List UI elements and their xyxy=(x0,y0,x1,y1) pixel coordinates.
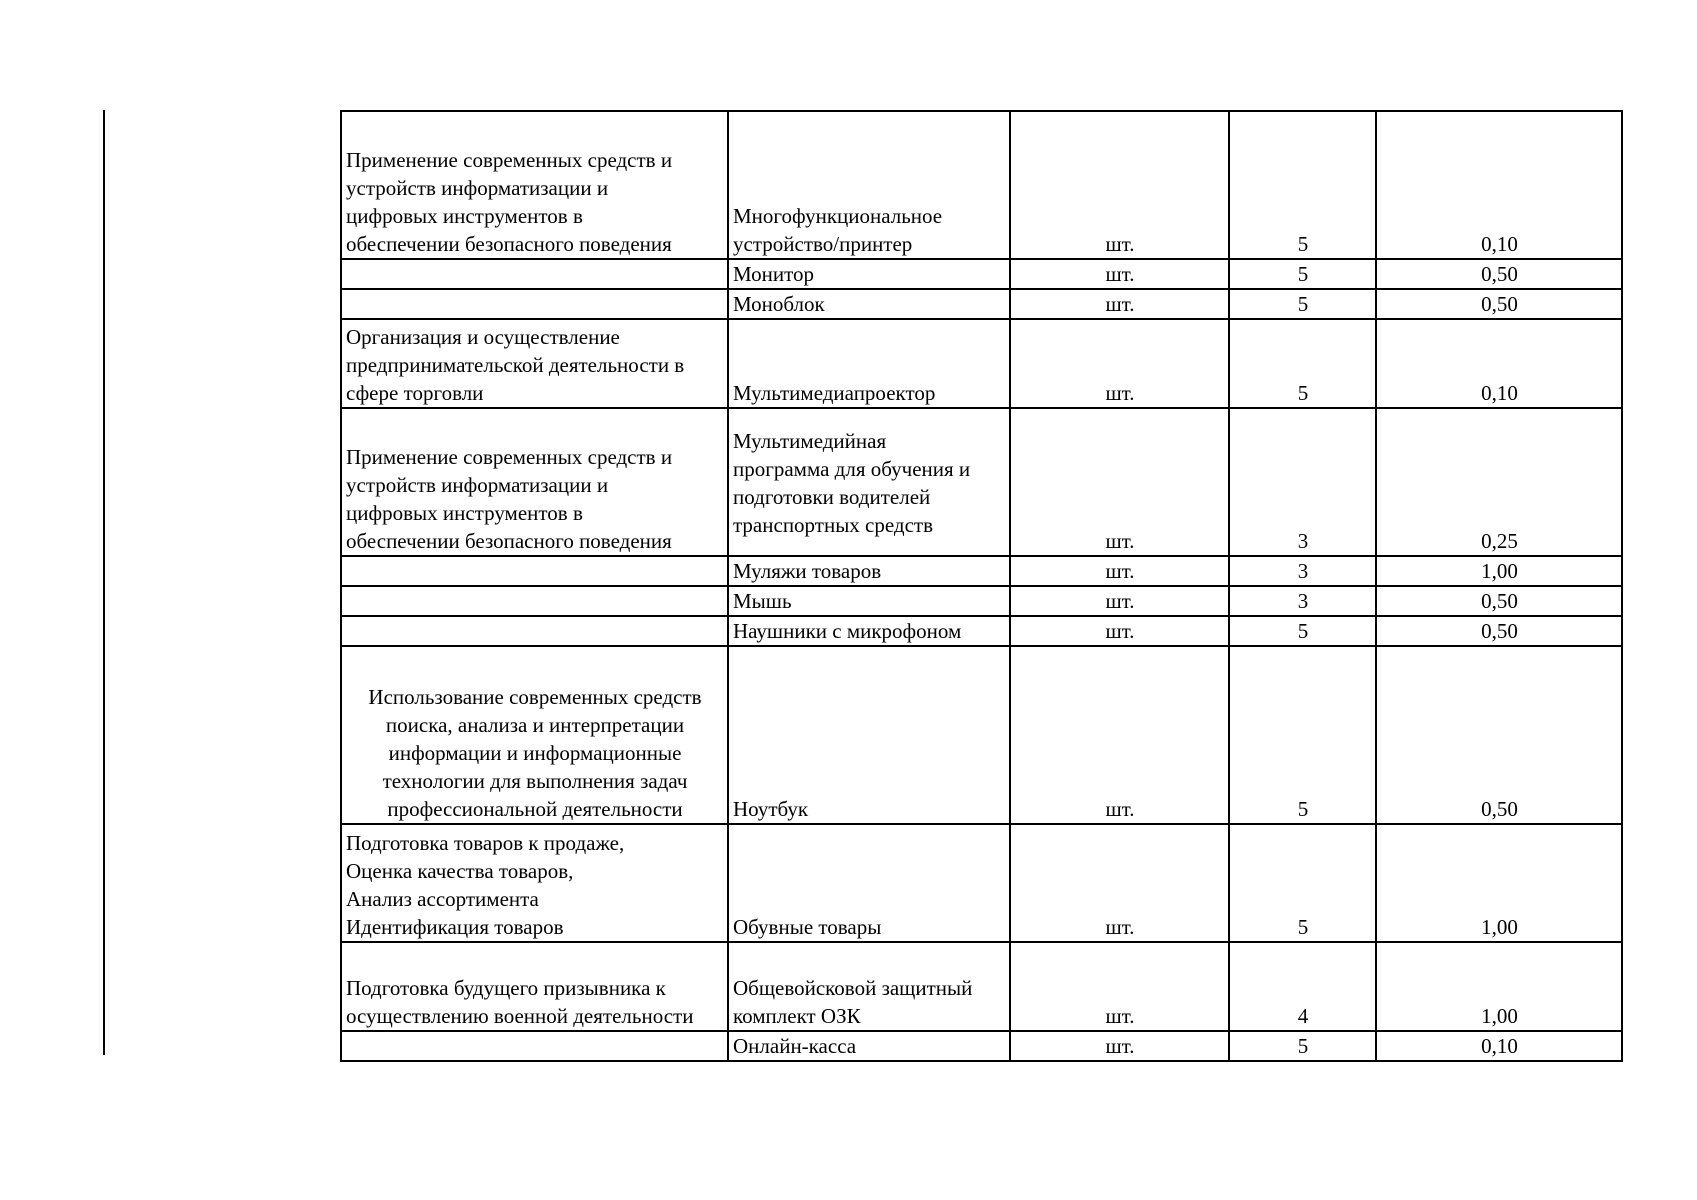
row-norm-cell: 0,10 xyxy=(1376,111,1622,259)
table-row xyxy=(341,111,1622,259)
row-item-name-cell: Многофункциональное устройство/принтер xyxy=(728,111,1010,259)
table-row xyxy=(341,942,1622,1031)
table-row xyxy=(341,824,1622,942)
row-quantity-cell: 5 xyxy=(1229,259,1376,289)
row-area-cell xyxy=(341,259,728,289)
table-row xyxy=(341,289,1622,319)
row-area-cell xyxy=(341,289,728,319)
row-quantity-cell: 5 xyxy=(1229,616,1376,646)
row-item-name-cell: Моноблок xyxy=(728,289,1010,319)
row-item-name-cell: Монитор xyxy=(728,259,1010,289)
row-unit-cell: шт. xyxy=(1010,111,1229,259)
table-row xyxy=(341,259,1622,289)
row-area-cell: Применение современных средств и устройств информатизации и цифровых инструментов в обеспечении безопасного поведения xyxy=(341,111,728,259)
row-norm-cell: 0,10 xyxy=(1376,1031,1622,1061)
row-quantity-cell: 5 xyxy=(1229,319,1376,408)
row-norm-cell: 0,25 xyxy=(1376,408,1622,556)
row-quantity-cell: 3 xyxy=(1229,408,1376,556)
row-norm-cell: 0,50 xyxy=(1376,646,1622,824)
row-unit-cell: шт. xyxy=(1010,289,1229,319)
row-item-name-cell: Мультимедиапроектор xyxy=(728,319,1010,408)
table-row xyxy=(341,616,1622,646)
row-area-cell xyxy=(341,586,728,616)
row-norm-cell: 0,50 xyxy=(1376,586,1622,616)
row-norm-cell: 1,00 xyxy=(1376,824,1622,942)
row-unit-cell: шт. xyxy=(1010,408,1229,556)
row-item-name-cell: Мышь xyxy=(728,586,1010,616)
row-item-name-cell: Наушники с микрофоном xyxy=(728,616,1010,646)
row-norm-cell: 0,50 xyxy=(1376,616,1622,646)
equipment-table xyxy=(340,110,1623,1062)
row-unit-cell: шт. xyxy=(1010,942,1229,1031)
row-area-cell xyxy=(341,616,728,646)
left-margin-line xyxy=(103,110,105,1055)
row-area-cell xyxy=(341,1031,728,1061)
row-area-cell: Применение современных средств и устройств информатизации и цифровых инструментов в обеспечении безопасного поведения xyxy=(341,408,728,556)
table-row xyxy=(341,1031,1622,1061)
row-unit-cell: шт. xyxy=(1010,646,1229,824)
row-unit-cell: шт. xyxy=(1010,1031,1229,1061)
row-quantity-cell: 4 xyxy=(1229,942,1376,1031)
table-row xyxy=(341,408,1622,556)
row-area-cell: Подготовка будущего призывника к осуществлению военной деятельности xyxy=(341,942,728,1031)
row-unit-cell: шт. xyxy=(1010,616,1229,646)
row-unit-cell: шт. xyxy=(1010,319,1229,408)
table-row xyxy=(341,556,1622,586)
row-area-cell xyxy=(341,556,728,586)
row-unit-cell: шт. xyxy=(1010,556,1229,586)
row-quantity-cell: 5 xyxy=(1229,646,1376,824)
table-row xyxy=(341,586,1622,616)
row-item-name-cell: Обувные товары xyxy=(728,824,1010,942)
row-unit-cell: шт. xyxy=(1010,586,1229,616)
table-row xyxy=(341,319,1622,408)
row-quantity-cell: 5 xyxy=(1229,824,1376,942)
table-row xyxy=(341,646,1622,824)
row-quantity-cell: 5 xyxy=(1229,289,1376,319)
row-quantity-cell: 3 xyxy=(1229,556,1376,586)
row-item-name-cell: Ноутбук xyxy=(728,646,1010,824)
row-norm-cell: 0,50 xyxy=(1376,289,1622,319)
row-unit-cell: шт. xyxy=(1010,824,1229,942)
row-quantity-cell: 3 xyxy=(1229,586,1376,616)
row-norm-cell: 0,50 xyxy=(1376,259,1622,289)
row-norm-cell: 1,00 xyxy=(1376,556,1622,586)
row-item-name-cell: Онлайн-касса xyxy=(728,1031,1010,1061)
row-item-name-cell: Общевойсковой защитный комплект ОЗК xyxy=(728,942,1010,1031)
row-item-name-cell: Муляжи товаров xyxy=(728,556,1010,586)
row-unit-cell: шт. xyxy=(1010,259,1229,289)
row-norm-cell: 1,00 xyxy=(1376,942,1622,1031)
row-quantity-cell: 5 xyxy=(1229,1031,1376,1061)
row-norm-cell: 0,10 xyxy=(1376,319,1622,408)
row-area-cell: Организация и осуществление предпринимательской деятельности в сфере торговли xyxy=(341,319,728,408)
row-quantity-cell: 5 xyxy=(1229,111,1376,259)
row-area-cell: Использование современных средств поиска, анализа и интерпретации информации и информационные технологии для выполнения задач профессиональной деятельности xyxy=(341,646,728,824)
row-item-name-cell: Мультимедийная программа для обучения и подготовки водителей транспортных средств xyxy=(728,408,1010,556)
row-area-cell: Подготовка товаров к продаже, Оценка качества товаров, Анализ ассортимента Идентификация товаров xyxy=(341,824,728,942)
